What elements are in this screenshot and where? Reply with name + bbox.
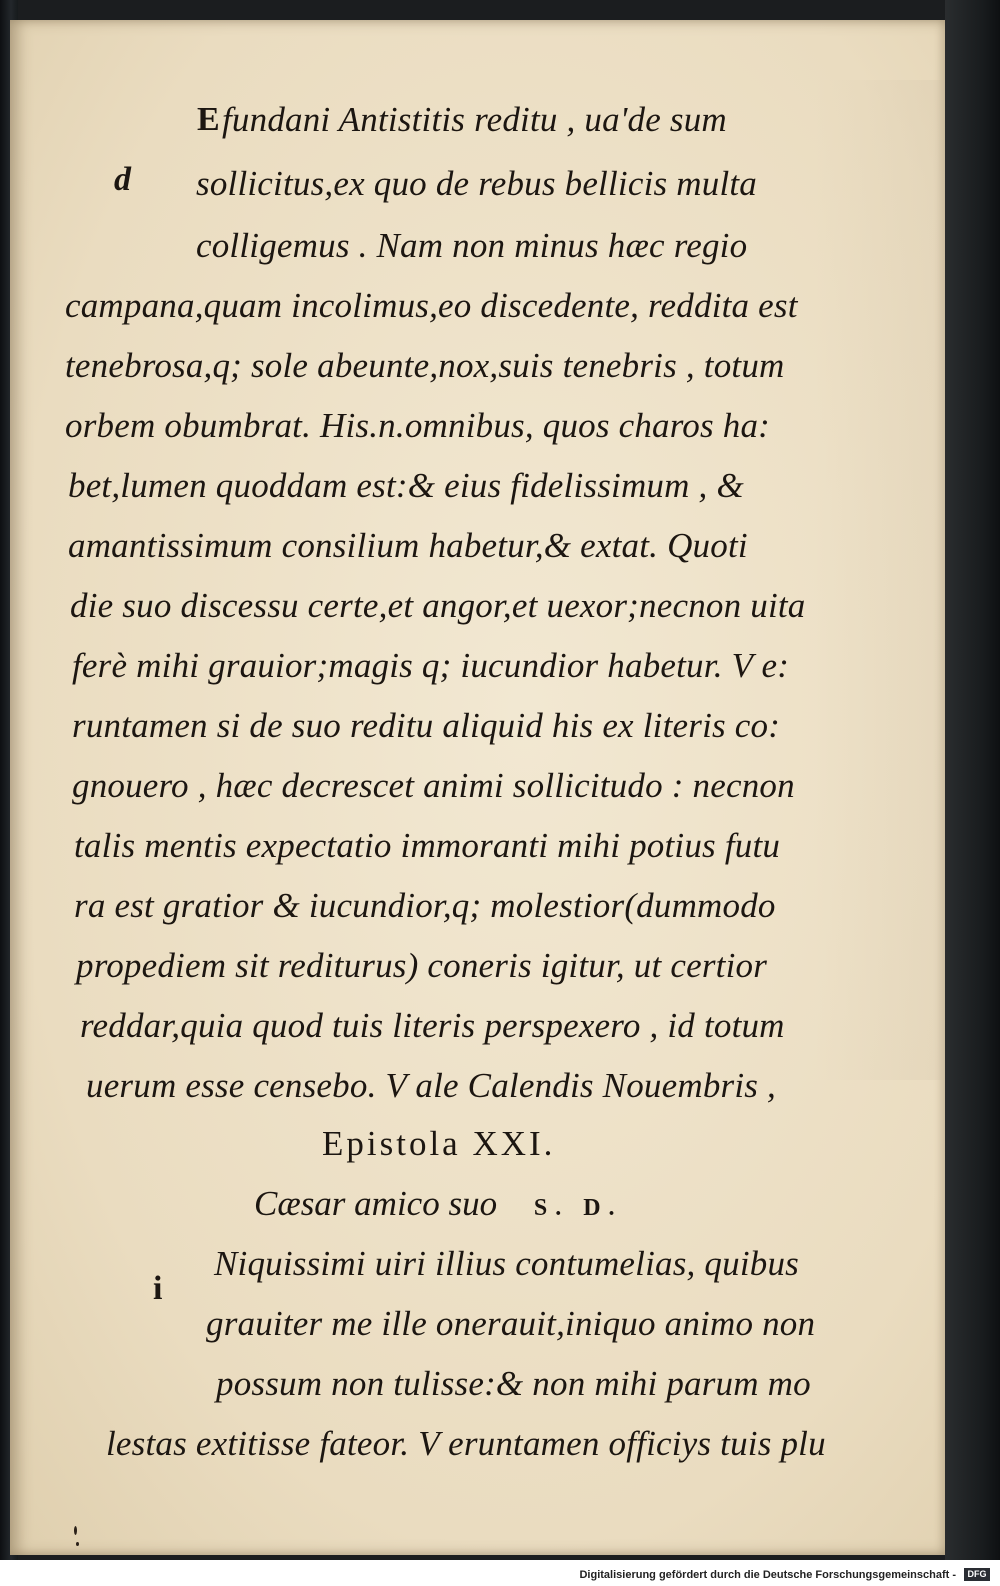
text-line: colligemus . Nam non minus hæc regio xyxy=(196,226,748,265)
text-line: lestas extitisse fateor. V eruntamen officiys tuis plu xyxy=(106,1424,826,1463)
dfg-logo: DFG xyxy=(964,1568,990,1581)
text-line: campana,quam incolimus,eo discedente, reddita est xyxy=(65,286,798,325)
epistle-heading: Epistola XXI. xyxy=(322,1124,556,1163)
text-line: die suo discessu certe,et angor,et uexor;necnon uita xyxy=(70,586,806,625)
text-line: talis mentis expectatio immoranti mihi potius futu xyxy=(74,826,781,865)
text-line: gnouero , hæc decrescet animi sollicitudo : necnon xyxy=(72,766,795,805)
margin-signature-d: d xyxy=(114,161,131,198)
salutation-text: Cæsar amico suo xyxy=(254,1184,498,1223)
text-line: ferè mihi grauior;magis q; iucundior habetur. V e: xyxy=(72,646,790,685)
margin-signature-i: i xyxy=(153,1270,163,1307)
book-page xyxy=(10,20,945,1555)
ink-speck xyxy=(74,1526,77,1535)
text-line: reddar,quia quod tuis literis perspexero , id totum xyxy=(80,1006,785,1045)
credit-bar xyxy=(0,1560,1000,1586)
initial-letter: E xyxy=(197,101,220,138)
text-line: orbem obumbrat. His.n.omnibus, quos charos ha: xyxy=(65,406,770,445)
text-line: Niquissimi uiri illius contumelias, quibus xyxy=(214,1244,799,1283)
scan-right-edge xyxy=(945,0,1000,1560)
text-line: ra est gratior & iucundior,q; molestior(dummodo xyxy=(74,886,776,925)
text-line: bet,lumen quoddam est:& eius fidelissimum , & xyxy=(68,466,744,505)
text-line: tenebrosa,q; sole abeunte,nox,suis tenebris , totum xyxy=(65,346,785,385)
text-line: uerum esse censebo. V ale Calendis Nouembris , xyxy=(86,1066,776,1105)
salutation xyxy=(254,1186,623,1221)
text-line: propediem sit rediturus) coneris igitur, ut certior xyxy=(76,946,768,985)
text-line: sollicitus,ex quo de rebus bellicis multa xyxy=(196,164,757,203)
text-line: grauiter me ille onerauit,iniquo animo non xyxy=(206,1304,816,1343)
show-through xyxy=(815,80,945,1080)
ink-speck xyxy=(76,1542,79,1546)
salutation-abbr: S. D. xyxy=(533,1195,623,1221)
text-line: fundani Antistitis reditu , ua'de sum xyxy=(222,100,727,139)
text-line: amantissimum consilium habetur,& extat. Quoti xyxy=(68,526,748,565)
text-line: runtamen si de suo reditu aliquid his ex literis co: xyxy=(72,706,781,745)
text-line: possum non tulisse:& non mihi parum mo xyxy=(216,1364,811,1403)
funding-credit: Digitalisierung gefördert durch die Deutsche Forschungsgemeinschaft - xyxy=(579,1569,956,1581)
